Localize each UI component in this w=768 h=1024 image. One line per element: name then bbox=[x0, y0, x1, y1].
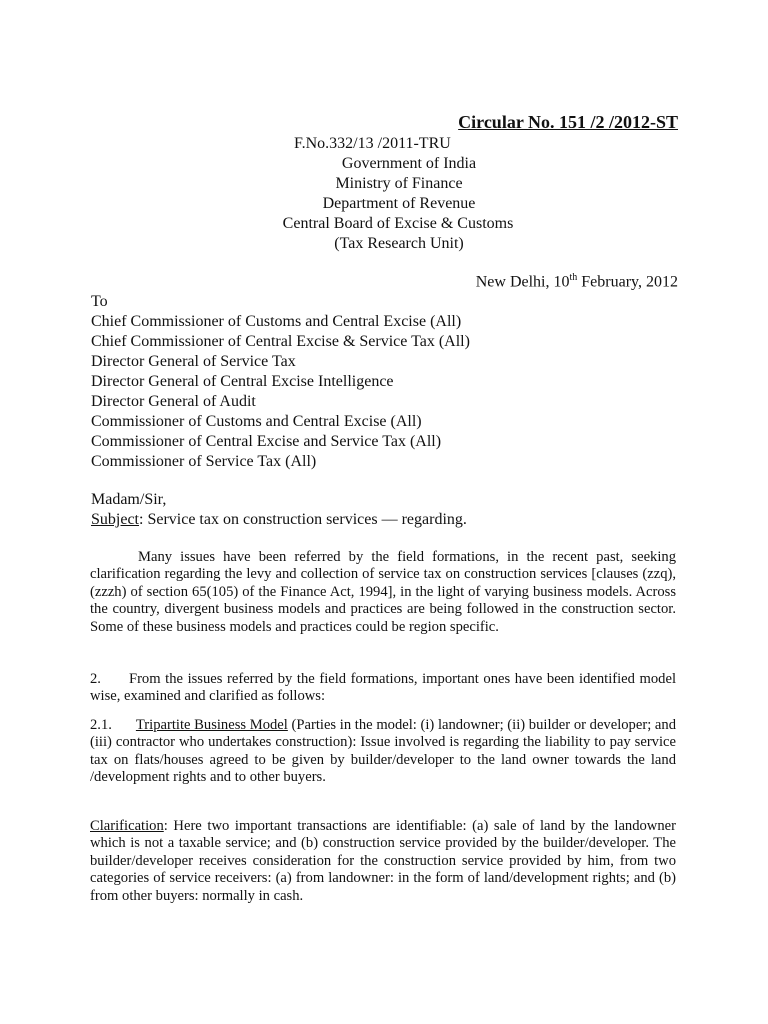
issue-date: New Delhi, 10th February, 2012 bbox=[475, 272, 678, 291]
header-line-unit: (Tax Research Unit) bbox=[334, 235, 464, 252]
to-label: To bbox=[91, 293, 108, 310]
file-number: F.No.332/13 /2011-TRU bbox=[294, 135, 451, 152]
header-line-govt: Government of India bbox=[341, 155, 477, 172]
header-line-board: Central Board of Excise & Customs bbox=[282, 215, 514, 232]
paragraph-2-1-text: (Parties in the model: (i) landowner; (ii) builder or developer; and (iii) contractor who undertakes construction): Issue involved is regarding the liability to pay service tax on flats/houses agreed to be given by builder/developer to the land owner towards the land /development rights and to other buyers. bbox=[90, 717, 676, 786]
addressee-line: Director General of Central Excise Intelligence bbox=[91, 373, 394, 390]
paragraph-2 bbox=[90, 671, 676, 706]
salutation-block bbox=[91, 490, 467, 530]
header-line-department: Department of Revenue bbox=[322, 195, 476, 212]
paragraph-2-number: 2. bbox=[90, 671, 101, 687]
subject-line bbox=[91, 510, 467, 530]
clarification-label: Clarification bbox=[90, 818, 164, 834]
clarification-paragraph bbox=[90, 818, 676, 905]
letterhead bbox=[0, 134, 768, 254]
paragraph-2-1-number: 2.1. bbox=[90, 717, 112, 733]
addressee-block bbox=[91, 292, 470, 472]
addressee-line: Chief Commissioner of Central Excise & Service Tax (All) bbox=[91, 333, 470, 350]
addressee-line: Director General of Audit bbox=[91, 393, 256, 410]
circular-number: Circular No. 151 /2 /2012-ST bbox=[458, 112, 678, 132]
tripartite-model-title: Tripartite Business Model bbox=[135, 717, 288, 733]
clarification-text: : Here two important transactions are identifiable: (a) sale of land by the landowner which is not a taxable service; and (b) construction service provided by the builder/developer. The builder/developer receives consideration for the construction service provided by him, from two categories of service receivers: (a) from landowner: in the form of land/development rights; and (b) from other buyers: normally in cash. bbox=[90, 818, 676, 904]
salutation: Madam/Sir, bbox=[91, 491, 167, 508]
paragraph-1: Many issues have been referred by the field formations, in the recent past, seeking clarification regarding the levy and collection of service tax on construction services [clauses (zzq),(zzzh) of section 65(105) of the Finance Act, 1994], in the light of varying business models. Across the country, divergent business models and practices are being followed in the construction sector. Some of these business models and practices could be region specific. bbox=[90, 549, 676, 635]
addressee-line: Chief Commissioner of Customs and Central Excise (All) bbox=[91, 313, 462, 330]
addressee-line: Commissioner of Central Excise and Service Tax (All) bbox=[91, 433, 442, 450]
subject-label: Subject bbox=[91, 511, 139, 528]
addressee-line: Commissioner of Customs and Central Excise (All) bbox=[91, 413, 422, 430]
paragraph-2-1 bbox=[90, 717, 676, 787]
subject-text: : Service tax on construction services — regarding. bbox=[139, 511, 467, 528]
addressee-line: Commissioner of Service Tax (All) bbox=[91, 453, 317, 470]
paragraph-2-text: From the issues referred by the field formations, important ones have been identified model wise, examined and clarified as follows: bbox=[90, 671, 676, 705]
addressee-line: Director General of Service Tax bbox=[91, 353, 296, 370]
header-line-ministry: Ministry of Finance bbox=[335, 175, 463, 192]
